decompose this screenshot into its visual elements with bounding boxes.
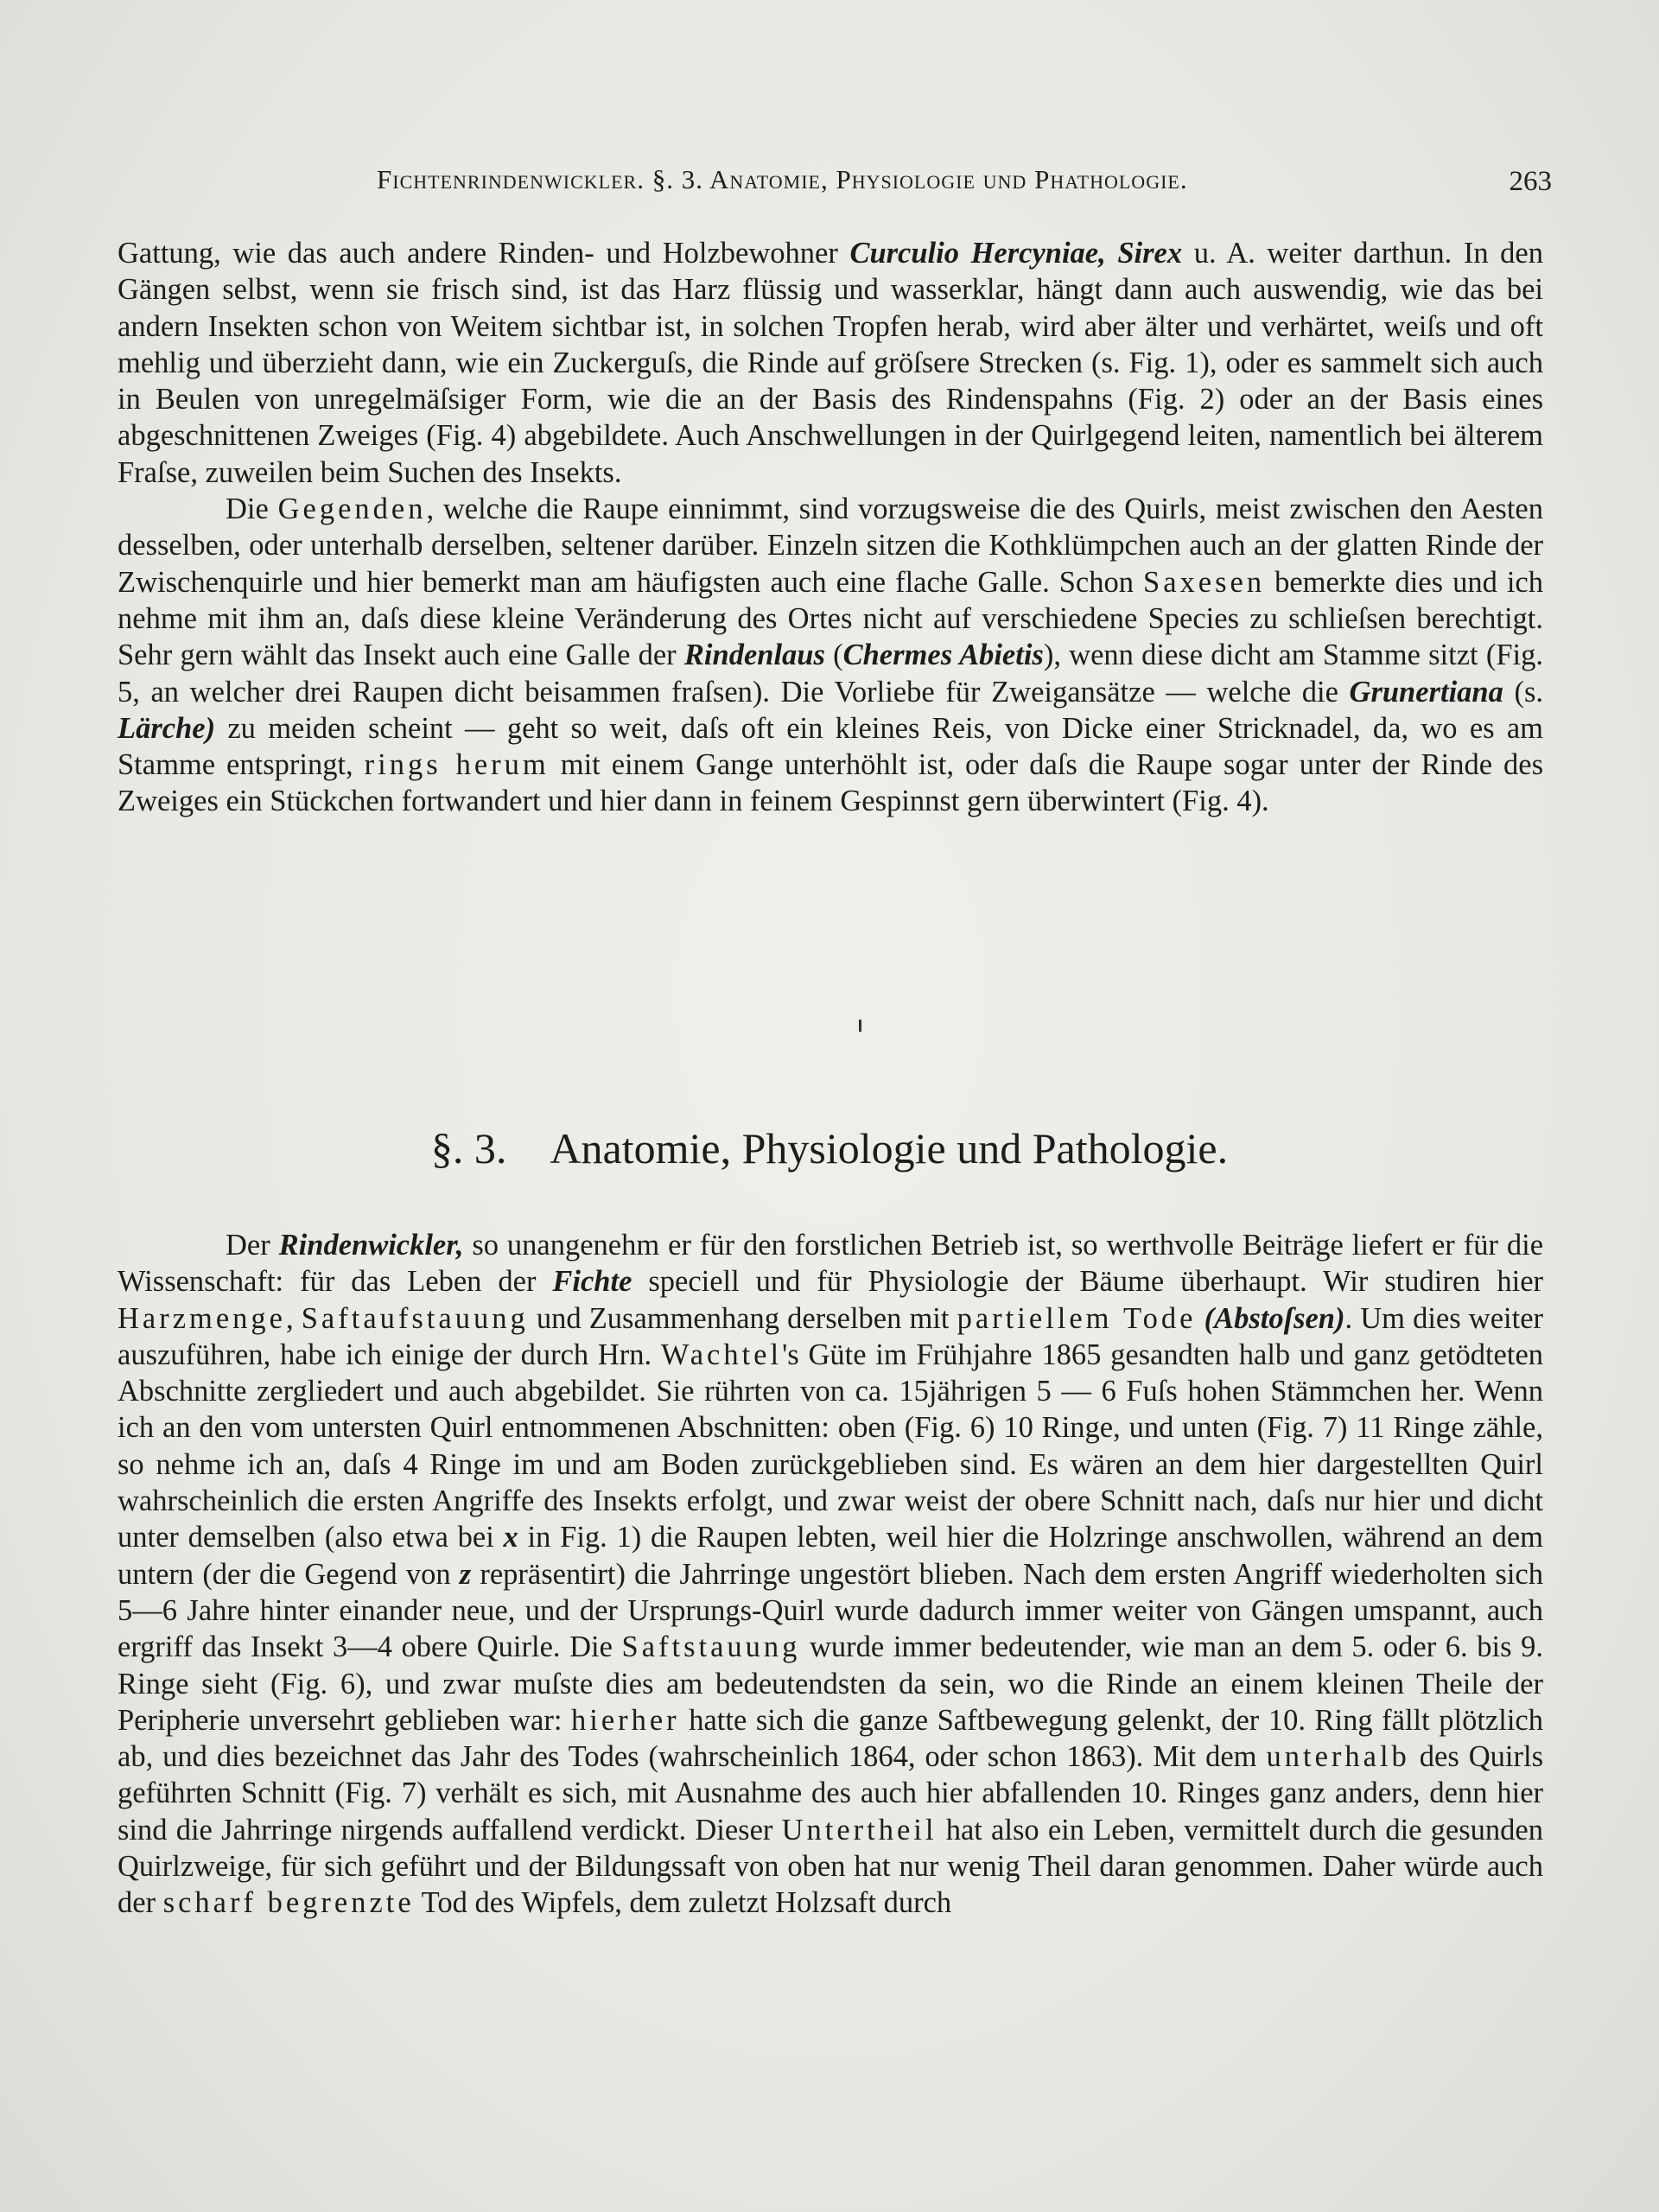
italic-term: Fichte <box>552 1265 632 1299</box>
spaced-emphasis: unterhalb <box>1266 1740 1410 1774</box>
paragraph <box>118 235 1543 491</box>
text-run: (s. <box>1503 675 1543 709</box>
text-run: hat also ein Leben, vermittelt durch die gesunden Quirlzweige, für sich geführt und der Bildungssaft von oben hat nur wenig Theil daran genommen. Daher würde auch der <box>118 1813 1543 1920</box>
text-run: repräsentirt) die Jahrringe ungestört blieben. Nach dem ersten Angriff wiederholten sich 5—6 Jahre hinter einander neue, und der Ursprungs-Quirl wurde dadurch immer weiter von Gängen umspannt, auch ergriff das Insekt 3—4 obere Quirle. Die <box>118 1557 1543 1664</box>
spaced-emphasis: rings herum <box>364 748 550 782</box>
italic-term: Rindenwickler, <box>278 1229 464 1262</box>
spaced-emphasis: Saxesen <box>1143 565 1266 599</box>
running-title: Fichtenrindenwickler. §. 3. Anatomie, Physiologie und Phathologie. <box>377 164 1188 194</box>
text-run: des Quirls geführten Schnitt (Fig. 7) verhält es sich, mit Ausnahme des auch hier abfallenden 10. Ringes ganz anders, denn hier sind die Jahrringe nirgends auffallend verdickt. Dieser <box>118 1740 1543 1847</box>
spaced-emphasis: partiellem Tode <box>957 1301 1197 1335</box>
text-run: 's Güte im Frühjahre 1865 gesandten halb und ganz getödteten Abschnitte zergliedert und auch abgebildet. Sie rührten von ca. 15jährigen 5 — 6 Fuſs hohen Stämmchen her. Wenn ich an den vom untersten Quirl entnommenen Abschnitten: oben (Fig. 6) 10 Ringe, und unten (Fig. 7) 11 Ringe zähle, so nehme ich an, daſs 4 Ringe im und am Boden zurückgeblieben sind. Es wären an dem hier dargestellten Quirl wahrscheinlich die ersten Angriffe des Insekts erfolgt, und zwar weist der obere Schnitt nach, daſs nur hier und dicht unter demselben (also etwa bei <box>118 1338 1544 1554</box>
text-run <box>1196 1302 1204 1335</box>
text-run: . Um dies weiter auszuführen, habe ich einige der durch Hrn. <box>118 1301 1543 1371</box>
text-run: wurde immer bedeutender, wie man an dem 5. oder 6. bis 9. Ringe sieht (Fig. 6), und zwar muſste dies am bedeutendsten da sein, wo die Rinde an einem kleinen Theile der Peripherie unversehrt geblieben war: <box>118 1630 1543 1737</box>
spaced-emphasis: Wachtel <box>660 1338 783 1371</box>
text-run: bemerkte dies und ich nehme mit ihm an, daſs diese kleine Veränderung des Ortes nicht auf verschiedene Species zu schlieſsen berechtigt. Sehr gern wählt das Insekt auch eine Galle der <box>118 565 1543 672</box>
text-run: so unangenehm er für den forstlichen Betrieb ist, so werthvolle Beiträge liefert er für die Wissenschaft: für das Leben der <box>118 1229 1544 1299</box>
running-header <box>118 164 1552 216</box>
italic-term: z <box>459 1557 472 1591</box>
section-title: Anatomie, Physiologie und Pathologie. <box>550 1124 1229 1173</box>
paragraph <box>118 1227 1543 1922</box>
paragraph <box>118 491 1543 820</box>
text-run: , welche die Raupe einnimmt, sind vorzugsweise die des Quirls, meist zwischen den Aesten desselben, oder unterhalb derselben, seltener darüber. Einzeln sitzen die Kothklümpchen auch an der glatten Rinde der Zwischenquirle und hier bemerkt man am häufigsten auch eine flache Galle. Schon <box>118 493 1543 599</box>
spaced-emphasis: Harzmenge <box>118 1301 286 1335</box>
text-run: zu meiden scheint — geht so weit, daſs oft ein kleines Reis, von Dicke einer Stricknadel, da, wo es am Stamme entspringt, <box>118 711 1543 782</box>
italic-term: Curculio Hercyniae, Sirex <box>849 237 1183 270</box>
section-heading <box>0 1123 1659 1173</box>
text-run: und Zusammenhang derselben mit <box>528 1301 957 1335</box>
text-run: ( <box>824 639 843 672</box>
spaced-emphasis: hierher <box>570 1703 680 1737</box>
spaced-emphasis: Saftstauung <box>621 1630 801 1664</box>
text-run: speciell und für Physiologie der Bäume überhaupt. Wir studiren hier <box>632 1265 1543 1299</box>
page-number: 263 <box>1509 166 1552 197</box>
text-run: , <box>286 1301 302 1335</box>
text-run: Der <box>226 1229 279 1262</box>
text-block-top <box>118 235 1543 820</box>
text-run: hatte sich die ganze Saftbewegung gelenkt, der 10. Ring fällt plötzlich ab, und dies bezeichnet das Jahr des Todes (wahrscheinlich 1864, oder schon 1863). Mit dem <box>118 1703 1543 1774</box>
spaced-emphasis: scharf begrenzte <box>162 1886 415 1920</box>
text-run: ), wenn diese dicht am Stamme sitzt (Fig. 5, an welcher drei Raupen dicht beisammen fraſsen). Die Vorliebe für Zweigansätze — welche die <box>118 639 1543 709</box>
spaced-emphasis: Gegenden <box>277 493 427 526</box>
italic-term: x <box>503 1521 518 1554</box>
text-block-bottom <box>118 1227 1543 1922</box>
print-mark <box>859 1020 861 1032</box>
spaced-emphasis: Saftaufstauung <box>301 1301 529 1335</box>
text-run: mit einem Gange unterhöhlt ist, oder daſs die Raupe sogar unter der Rinde des Zweiges ein Stückchen fortwandert und hier dann in feinem Gespinnst gern überwintert (Fig. 4). <box>118 748 1543 818</box>
text-run: Die <box>226 493 278 526</box>
italic-term: Grunertiana <box>1349 675 1503 709</box>
italic-term: (Abstoſsen) <box>1204 1301 1345 1335</box>
italic-term: Lärche) <box>118 711 216 745</box>
text-run: Gattung, wie das auch andere Rinden- und Holzbewohner <box>118 237 850 270</box>
text-run: in Fig. 1) die Raupen lebten, weil hier die Holzringe anschwollen, während an dem untern (der die Gegend von <box>118 1521 1544 1591</box>
text-run: Tod des Wipfels, dem zuletzt Holzsaft durch <box>414 1886 952 1920</box>
text-run: u. A. weiter darthun. In den Gängen selbst, wenn sie frisch sind, ist das Harz flüssig und wasserklar, hängt dann auch auswendig, wie das bei andern Insekten schon von Weitem sichtbar ist, in solchen Tropfen herab, wird aber älter und verhärtet, weiſs und oft mehlig und überzieht dann, wie ein Zuckerguſs, die Rinde auf gröſsere Strecken (s. Fig. 1), oder es sammelt sich auch in Beulen von unregelmäſsiger Form, wie die an der Basis des Rindenspahns (Fig. 2) oder an der Basis eines abgeschnittenen Zweiges (Fig. 4) abgebildete. Auch Anschwellungen in der Quirlgegend leiten, namentlich bei älterem Fraſse, zuweilen beim Suchen des Insekts. <box>118 237 1543 489</box>
spaced-emphasis: Untertheil <box>781 1813 938 1847</box>
italic-term: Chermes Abietis <box>842 639 1044 672</box>
section-number: §. 3. <box>430 1124 507 1173</box>
italic-term: Rindenlaus <box>683 639 825 672</box>
